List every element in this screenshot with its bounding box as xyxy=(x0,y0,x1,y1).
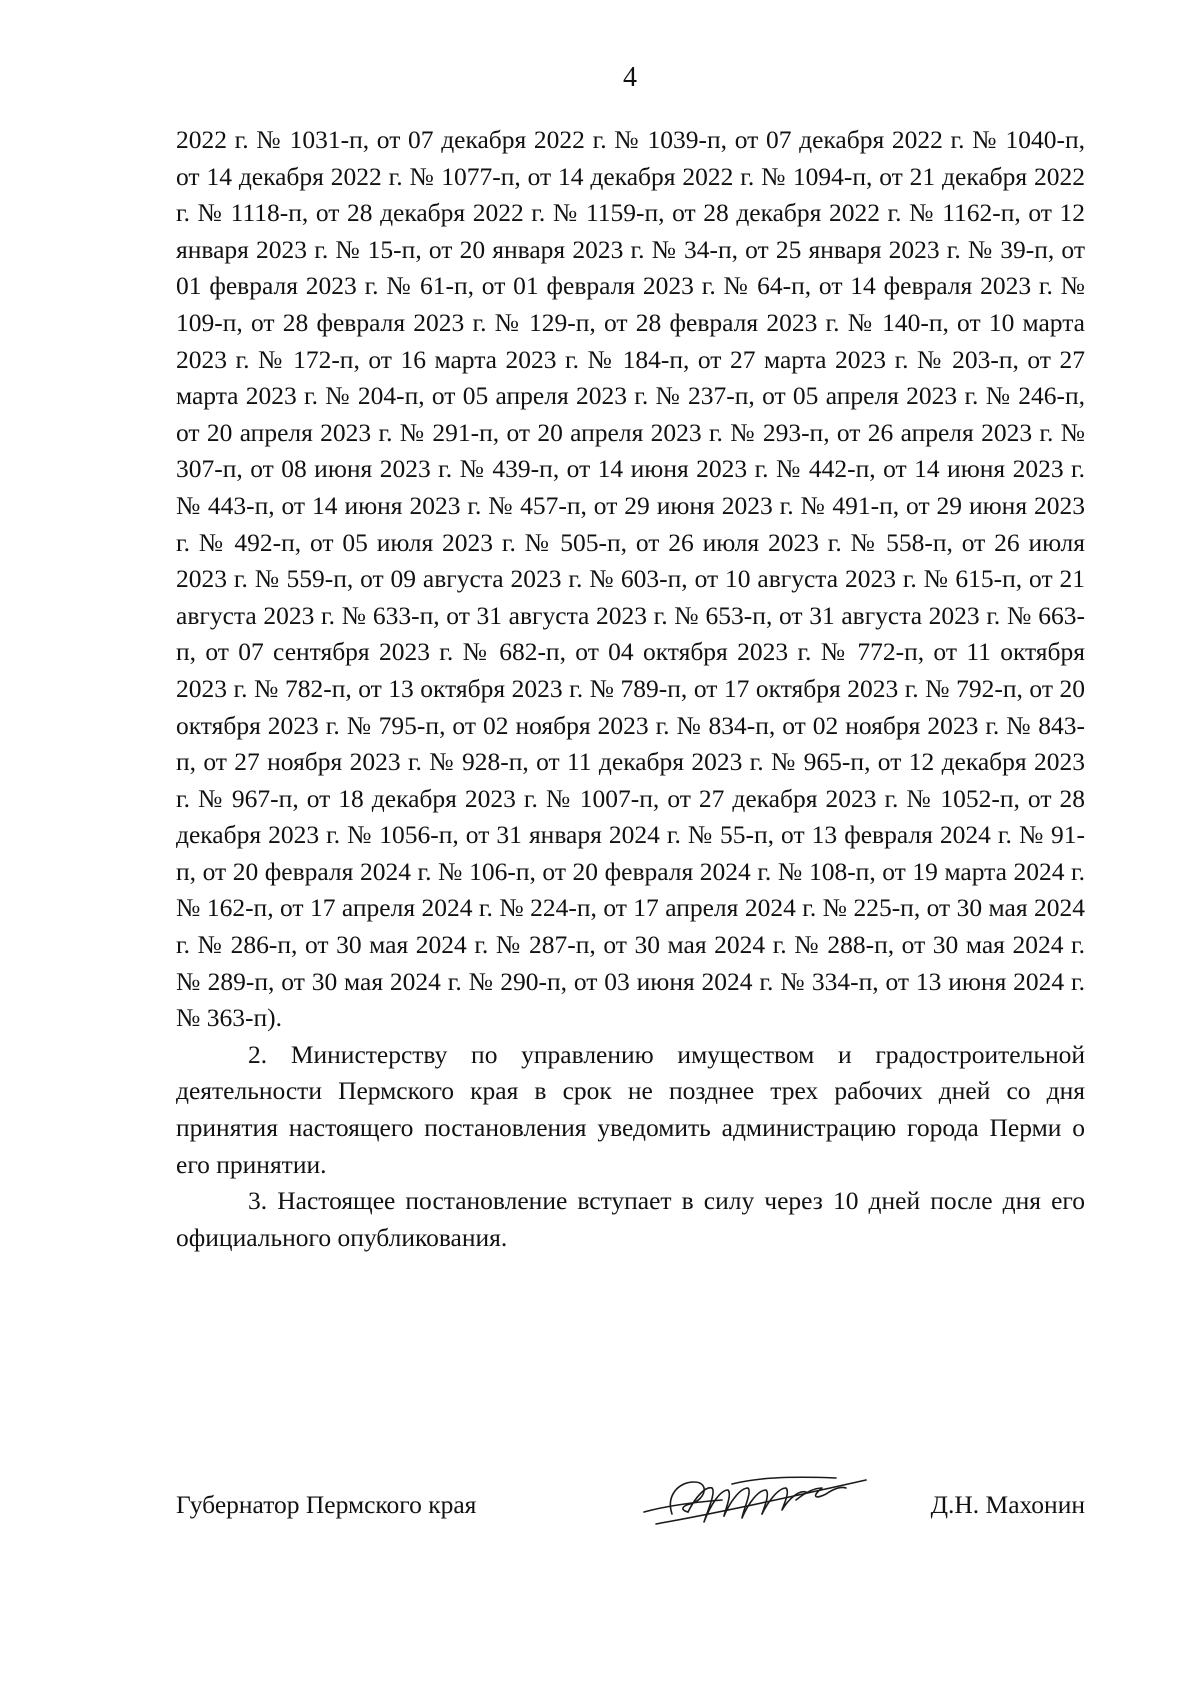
signer-name: Д.Н. Махонин xyxy=(930,1490,1085,1519)
document-body xyxy=(176,122,1085,1256)
clause-3-paragraph: 3. Настоящее постановление вступает в силу через 10 дней после дня его официального опубликования. xyxy=(176,1186,1085,1252)
list-of-resolutions-paragraph: 2022 г. № 1031-п, от 07 декабря 2022 г. № 1039-п, от 07 декабря 2022 г. № 1040-п, от 14 декабря 2022 г. № 1077-п, от 14 декабря 2022 г. № 1094-п, от 21 декабря 2022 г. № 1118-п, от 28 декабря 2022 г. № 1159-п, от 28 декабря 2022 г. № 1162-п, от 12 января 2023 г. № 15-п, от 20 января 2023 г. № 34-п, от 25 января 2023 г. № 39-п, от 01 февраля 2023 г. № 61-п, от 01 февраля 2023 г. № 64-п, от 14 февраля 2023 г. № 109-п, от 28 февраля 2023 г. № 129-п, от 28 февраля 2023 г. № 140-п, от 10 марта 2023 г. № 172-п, от 16 марта 2023 г. № 184-п, от 27 марта 2023 г. № 203-п, от 27 марта 2023 г. № 204-п, от 05 апреля 2023 г. № 237-п, от 05 апреля 2023 г. № 246-п, от 20 апреля 2023 г. № 291-п, от 20 апреля 2023 г. № 293-п, от 26 апреля 2023 г. № 307-п, от 08 июня 2023 г. № 439-п, от 14 июня 2023 г. № 442-п, от 14 июня 2023 г. № 443-п, от 14 июня 2023 г. № 457-п, от 29 июня 2023 г. № 491-п, от 29 июня 2023 г. № 492-п, от 05 июля 2023 г. № 505-п, от 26 июля 2023 г. № 558-п, от 26 июля 2023 г. № 559-п, от 09 августа 2023 г. № 603-п, от 10 августа 2023 г. № 615-п, от 21 августа 2023 г. № 633-п, от 31 августа 2023 г. № 653-п, от 31 августа 2023 г. № 663-п, от 07 сентября 2023 г. № 682-п, от 04 октября 2023 г. № 772-п, от 11 октября 2023 г. № 782-п, от 13 октября 2023 г. № 789-п, от 17 октября 2023 г. № 792-п, от 20 октября 2023 г. № 795-п, от 02 ноября 2023 г. № 834-п, от 02 ноября 2023 г. № 843-п, от 27 ноября 2023 г. № 928-п, от 11 декабря 2023 г. № 965-п, от 12 декабря 2023 г. № 967-п, от 18 декабря 2023 г. № 1007-п, от 27 декабря 2023 г. № 1052-п, от 28 декабря 2023 г. № 1056-п, от 31 января 2024 г. № 55-п, от 13 февраля 2024 г. № 91-п, от 20 февраля 2024 г. № 106-п, от 20 февраля 2024 г. № 108-п, от 19 марта 2024 г. № 162-п, от 17 апреля 2024 г. № 224-п, от 17 апреля 2024 г. № 225-п, от 30 мая 2024 г. № 286-п, от 30 мая 2024 г. № 287-п, от 30 мая 2024 г. № 288-п, от 30 мая 2024 г. № 289-п, от 30 мая 2024 г. № 290-п, от 03 июня 2024 г. № 334-п, от 13 июня 2024 г. № 363-п). xyxy=(176,125,1085,1033)
signer-title: Губернатор Пермского края xyxy=(176,1490,477,1519)
page-number: 4 xyxy=(623,62,637,93)
signature-block xyxy=(176,1478,1085,1538)
handwritten-signature-icon xyxy=(636,1466,876,1536)
clause-2-paragraph: 2. Министерству по управлению имуществом и градостроительной деятельности Пермского края в срок не позднее трех рабочих дней со дня принятия настоящего постановления уведомить администрацию города Перми о его принятии. xyxy=(176,1039,1085,1179)
